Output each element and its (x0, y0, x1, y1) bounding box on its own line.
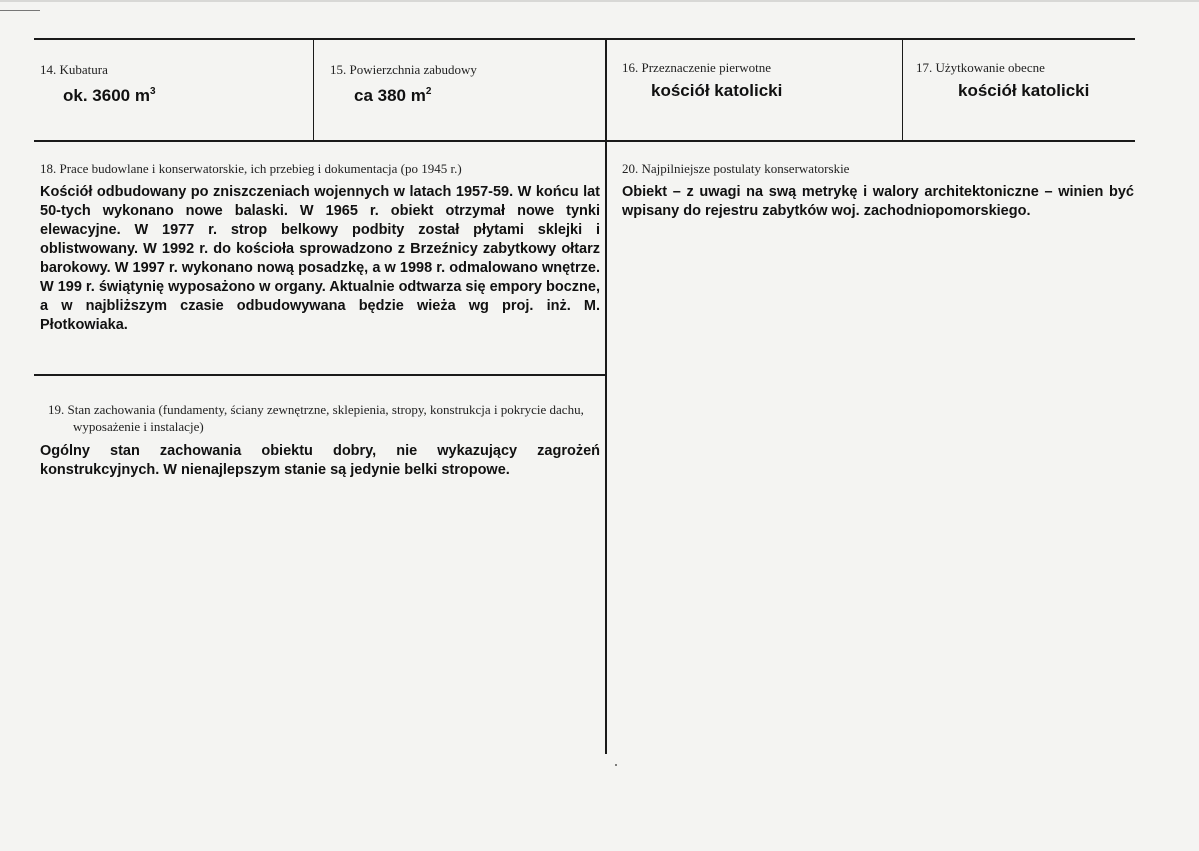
divider-14-15 (313, 38, 314, 141)
field-20-text: Obiekt – z uwagi na swą metrykę i walory architektoniczne – winien być wpisany do rejestru zabytków woj. zachodniopomorskiego. (622, 184, 1134, 219)
center-divider (605, 38, 607, 754)
field-15-label: 15. Powierzchnia zabudowy (330, 62, 477, 77)
row1-bottom-border (34, 140, 1135, 142)
field-16-label: 16. Przeznaczenie pierwotne (622, 60, 772, 75)
field-15-value (354, 86, 431, 106)
divider-16-17 (902, 38, 903, 141)
field-14-value-exponent: 3 (149, 86, 156, 97)
field-15-value-text: ca 380 m (354, 86, 426, 105)
field-19-label: 19. Stan zachowania (fundamenty, ściany zewnętrzne, sklepienia, stropy, konstrukcja i pokrycie dachu, wyposażenie i instalacje) (48, 402, 584, 434)
field-15-value-exponent: 2 (425, 86, 432, 97)
field-17-label: 17. Użytkowanie obecne (916, 60, 1045, 75)
field-14-value-text: ok. 3600 m (63, 86, 150, 105)
field-17-value: kościół katolicki (958, 81, 1090, 100)
page-edge (0, 0, 1199, 2)
field-14-label: 14. Kubatura (40, 62, 108, 77)
top-border (34, 38, 1135, 40)
field-19-text: Ogólny stan zachowania obiektu dobry, nie wykazujący zagrożeń konstrukcyjnych. W nienajlepszym stanie są jedynie belki stropowe. (40, 443, 600, 478)
scan-speck (615, 764, 617, 766)
field-20-label: 20. Najpilniejsze postulaty konserwatorskie (622, 161, 850, 176)
field-14-value (63, 86, 156, 106)
field-18-label: 18. Prace budowlane i konserwatorskie, ich przebieg i dokumentacja (po 1945 r.) (40, 161, 462, 176)
field-16-value: kościół katolicki (651, 81, 783, 100)
edge-mark (0, 10, 40, 11)
field-18-text: Kościół odbudowany po zniszczeniach wojennych w latach 1957-59. W końcu lat 50-tych wykonano nowe balaski. W 1965 r. obiekt otrzymał nowe tynki elewacyjne. W 1977 r. strop belkowy podbity został płytami sklejki i oblistwowany. W 1992 r. do kościoła sprowadzono z Brzeźnicy zabytkowy ołtarz barokowy. W 1997 r. wykonano nową posadzkę, a w 1998 r. odmalowano wnętrze. W 199 r. świątynię wyposażono w organy. Aktualnie odtwarza się empory boczne, a w najbliższym czasie odbudowywana będzie wieża wg proj. inż. M. Płotkowiaka. (40, 184, 601, 333)
section18-bottom-border (34, 374, 607, 376)
